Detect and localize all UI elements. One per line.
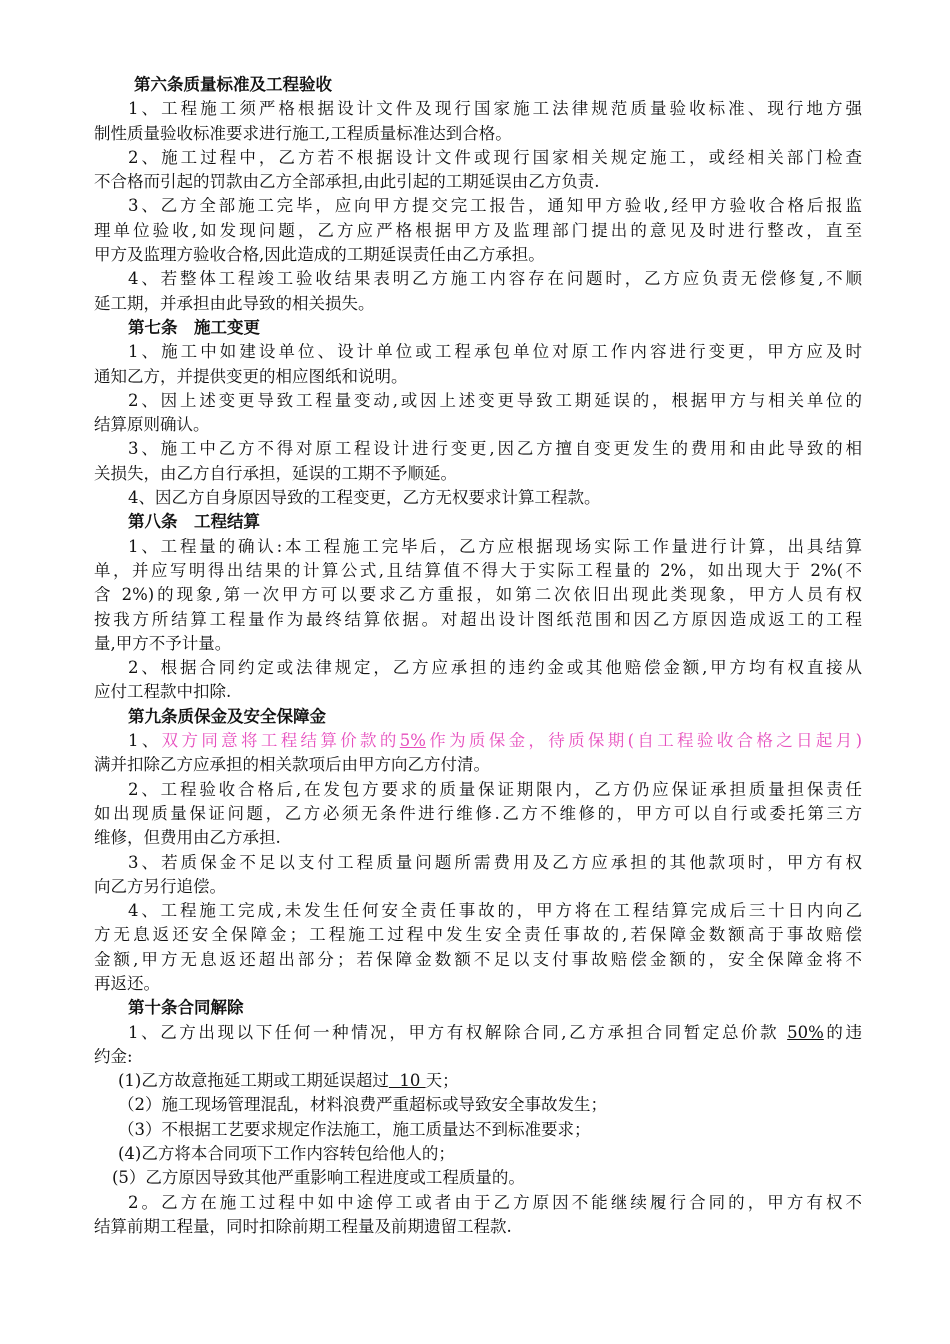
paragraph-line: 关损失，由乙方自行承担，延误的工期不予顺延。 (94, 463, 457, 483)
paragraph-line: 向乙方另行追偿。 (94, 876, 226, 896)
list-item: （2）施工现场管理混乱，材料浪费严重超标或导致安全事故发生； (118, 1095, 607, 1115)
section-6-heading: 第六条质量标准及工程验收 (134, 75, 332, 94)
paragraph-line: 2、根据合同约定或法律规定，乙方应承担的违约金或其他赔偿金额,甲方均有权直接从 (128, 658, 862, 678)
item-number: 1、 (128, 731, 162, 751)
paragraph-line: 方无息返还安全保障金；工程施工过程中发生安全责任事故的,若保障金数额高于事故赔偿 (94, 925, 862, 945)
paragraph-line: 理单位验收,如发现问题，乙方应严格根据甲方及监理部门提出的意见及时进行整改，直至 (94, 220, 862, 240)
paragraph-line: 1、工程施工须严格根据设计文件及现行国家施工法律规范质量验收标准、现行地方强 (128, 99, 862, 119)
list-item-text: 天； (425, 1071, 459, 1091)
paragraph-line: 应付工程款中扣除. (94, 682, 232, 702)
paragraph-line: 2、因上述变更导致工程量变动,或因上述变更导致工期延误的，根据甲方与相关单位的 (128, 390, 862, 410)
highlighted-text: 作为质保金，待质保期(自工程验收合格之日起月) (425, 731, 863, 751)
paragraph-text: 的违 (823, 1022, 862, 1042)
paragraph-line: 约金: (94, 1046, 133, 1066)
paragraph-line: 2。乙方在施工过程中如中途停工或者由于乙方原因不能继续履行合同的，甲方有权不 (128, 1192, 862, 1212)
section-8-heading: 第八条 工程结算 (128, 512, 260, 532)
paragraph-line: 满并扣除乙方应承担的相关款项后由甲方向乙方付清。 (94, 755, 490, 775)
paragraph-line: 4、因乙方自身原因导致的工程变更，乙方无权要求计算工程款。 (128, 488, 601, 508)
paragraph-line: 4、工程施工完成,未发生任何安全责任事故的，甲方将在工程结算完成后三十日内向乙 (128, 901, 862, 921)
list-item: （3）不根据工艺要求规定作法施工，施工质量达不到标准要求； (118, 1119, 591, 1139)
section-7-heading: 第七条 施工变更 (128, 317, 260, 337)
paragraph-line: 1、施工中如建设单位、设计单位或工程承包单位对原工作内容进行变更，甲方应及时 (128, 342, 862, 362)
paragraph-line: 结算原则确认。 (94, 415, 210, 435)
list-item-text: (1)乙方故意拖延工期或工期延误超过 (118, 1071, 389, 1091)
paragraph-line: 单，并应写明得出结果的计算公式,且结算值不得大于实际工程量的 2%，如出现大于 2%(不 (94, 560, 862, 580)
paragraph-line: 维修，但费用由乙方承担. (94, 828, 281, 848)
paragraph-line: 如出现质量保证问题，乙方必须无条件进行维修.乙方不维修的，甲方可以自行或委托第三方 (94, 803, 862, 823)
paragraph-line: 延工期，并承担由此导致的相关损失。 (94, 293, 375, 313)
paragraph-line: 通知乙方，并提供变更的相应图纸和说明。 (94, 366, 408, 386)
paragraph-line (94, 1021, 862, 1045)
paragraph-line: 含 2%)的现象,第一次甲方可以要求乙方重报，如第二次依旧出现此类现象，甲方人员有权 (94, 585, 862, 605)
paragraph-line: 结算前期工程量，同时扣除前期工程量及前期遗留工程款. (94, 1216, 512, 1236)
paragraph-text: 1、乙方出现以下任何一种情况，甲方有权解除合同,乙方承担合同暂定总价款 (128, 1022, 788, 1042)
paragraph-line (94, 729, 862, 753)
paragraph-line: 2、施工过程中，乙方若不根据设计文件或现行国家相关规定施工，或经相关部门检查 (128, 147, 862, 167)
paragraph-line: 3、施工中乙方不得对原工程设计进行变更,因乙方擅自变更发生的费用和由此导致的相 (128, 439, 862, 459)
highlighted-percent: 5% (399, 731, 426, 751)
paragraph-line: 不合格而引起的罚款由乙方全部承担,由此引起的工期延误由乙方负责. (94, 172, 600, 192)
paragraph-line: 再返还。 (94, 973, 160, 993)
highlighted-text: 双方同意将工程结算价款的 (161, 731, 400, 751)
section-9-heading: 第九条质保金及安全保障金 (128, 706, 326, 726)
list-item (94, 1069, 862, 1093)
list-item: (4)乙方将本合同项下工作内容转包给他人的； (118, 1144, 455, 1164)
paragraph-line: 金额,甲方无息返还超出部分；若保障金数额不足以支付事故赔偿金额的，安全保障金将不 (94, 949, 862, 969)
underlined-days: 10 (388, 1071, 426, 1091)
paragraph-line: 按我方所结算工程量作为最终结算依据。对超出设计图纸范围和因乙方原因造成返工的工程 (94, 609, 862, 629)
paragraph-line: 甲方及监理方验收合格,因此造成的工期延误责任由乙方承担。 (94, 245, 545, 265)
paragraph-line: 1、工程量的确认:本工程施工完毕后，乙方应根据现场实际工作量进行计算，出具结算 (128, 536, 862, 556)
paragraph-line: 3、乙方全部施工完毕，应向甲方提交完工报告，通知甲方验收,经甲方验收合格后报监 (128, 196, 862, 216)
paragraph-line: 2、工程验收合格后,在发包方要求的质量保证期限内，乙方仍应保证承担质量担保责任 (128, 779, 862, 799)
underlined-percent: 50% (787, 1022, 824, 1042)
paragraph-line: 制性质量验收标准要求进行施工,工程质量标准达到合格。 (94, 123, 512, 143)
section-10-heading: 第十条合同解除 (128, 998, 244, 1018)
list-item: (5）乙方原因导致其他严重影响工程进度或工程质量的。 (112, 1168, 525, 1188)
paragraph-line: 3、若质保金不足以支付工程质量问题所需费用及乙方应承担的其他款项时，甲方有权 (128, 852, 862, 872)
paragraph-line: 量,甲方不予计量。 (94, 633, 232, 653)
paragraph-line: 4、若整体工程竣工验收结果表明乙方施工内容存在问题时，乙方应负责无偿修复,不顺 (128, 269, 862, 289)
